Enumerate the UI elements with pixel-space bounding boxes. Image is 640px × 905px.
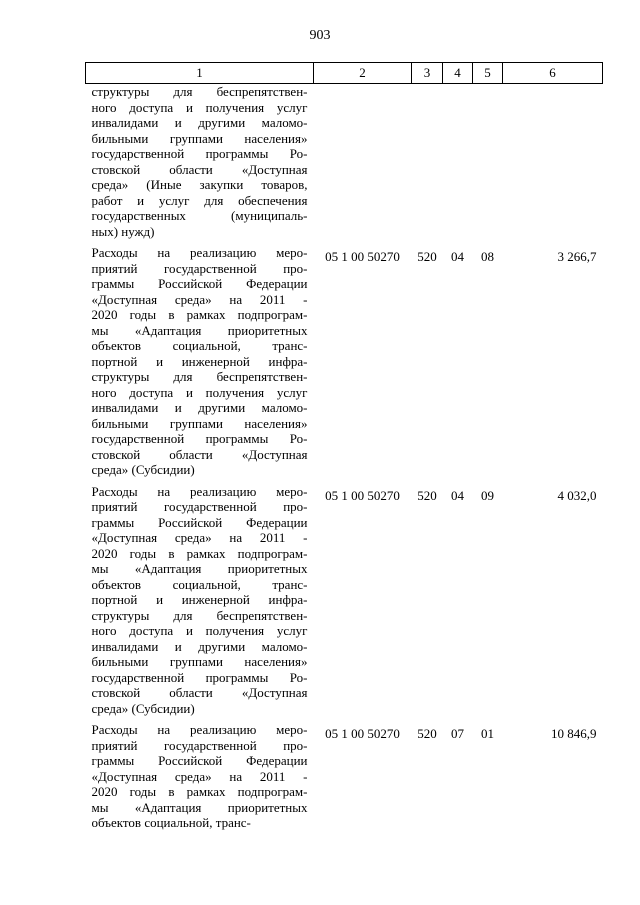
target-article-code: 05 1 00 50270	[325, 726, 400, 741]
subsection-code: 01	[481, 726, 494, 741]
description-line: ных) нужд)	[91, 223, 155, 239]
subsection-code: 08	[481, 249, 494, 264]
description-line: 2020 годы в рамках подпрограм-	[91, 545, 308, 561]
section-code: 04	[451, 249, 464, 264]
description-line: граммы Российской Федерации	[91, 514, 308, 530]
row-description	[86, 245, 314, 484]
page-number: 903	[309, 28, 331, 43]
description-line: бильными группами населения»	[91, 130, 308, 146]
description-line: Расходы на реализацию меро-	[91, 722, 308, 737]
description-line: среда» (Субсидии)	[91, 700, 195, 716]
target-article-code: 05 1 00 50270	[325, 249, 400, 264]
description-line: мы «Адаптация приоритетных	[91, 799, 308, 815]
description-line: структуры для беспрепятствен-	[91, 84, 308, 99]
amount-value: 4 032,0	[557, 487, 597, 503]
description-line: «Доступная среда» на 2011 -	[91, 291, 308, 307]
description-line: государственной программы Ро-	[91, 669, 308, 685]
description-line: мы «Адаптация приоритетных	[91, 561, 308, 576]
description-line: ного доступа и получения услуг	[91, 623, 308, 638]
description-line: бильными группами населения»	[91, 415, 308, 431]
table-row	[86, 722, 603, 831]
description-line: стовской области «Доступная	[91, 685, 308, 700]
description-line: «Доступная среда» на 2011 -	[91, 530, 308, 545]
table-row	[86, 84, 603, 246]
subsection-code: 09	[481, 487, 494, 503]
description-line: приятий государственной про-	[91, 737, 308, 753]
description-line: портной и инженерной инфра-	[91, 592, 308, 607]
description-line: Расходы на реализацию меро-	[91, 245, 308, 260]
target-article-code: 05 1 00 50270	[325, 487, 400, 503]
column-header-1: 1	[86, 63, 314, 84]
description-line: граммы Российской Федерации	[91, 276, 308, 291]
column-header-4: 4	[443, 63, 473, 84]
description-line: портной и инженерной инфра-	[91, 353, 308, 369]
column-header-6: 6	[503, 63, 603, 84]
description-line: бильными группами населения»	[91, 654, 308, 669]
description-line: структуры для беспрепятствен-	[91, 607, 308, 623]
description-line: 2020 годы в рамках подпрограм-	[91, 784, 308, 799]
description-line: государственной программы Ро-	[91, 431, 308, 446]
description-line: мы «Адаптация приоритетных	[91, 322, 308, 338]
section-code: 04	[451, 487, 464, 503]
subsection-code	[473, 84, 503, 246]
description-line: инвалидами и другими маломо-	[91, 115, 308, 130]
table-row	[86, 484, 603, 723]
row-description	[86, 722, 314, 831]
row-description	[86, 484, 314, 723]
description-line: объектов социальной, транс-	[91, 338, 308, 353]
description-line: среда» (Иные закупки товаров,	[91, 177, 308, 192]
section-code	[443, 84, 473, 246]
description-line: инвалидами и другими маломо-	[91, 400, 308, 415]
description-line: объектов социальной, транс-	[91, 815, 251, 830]
description-line: объектов социальной, транс-	[91, 576, 308, 592]
expense-type-code	[412, 84, 443, 246]
description-line: государственной программы Ро-	[91, 146, 308, 161]
description-line: инвалидами и другими маломо-	[91, 638, 308, 654]
description-line: «Доступная среда» на 2011 -	[91, 768, 308, 784]
description-line: работ и услуг для обеспечения	[91, 192, 308, 208]
description-line: ного доступа и получения услуг	[91, 384, 308, 400]
row-description	[86, 84, 314, 246]
section-code: 07	[451, 726, 464, 741]
description-line: 2020 годы в рамках подпрограм-	[91, 307, 308, 322]
target-article-code	[314, 84, 412, 246]
description-line: стовской области «Доступная	[91, 446, 308, 462]
table-row	[86, 245, 603, 484]
budget-table	[85, 62, 603, 831]
description-line: приятий государственной про-	[91, 260, 308, 276]
amount-value: 10 846,9	[551, 726, 597, 741]
expense-type-code: 520	[417, 487, 437, 503]
description-line: государственных (муниципаль-	[91, 208, 308, 223]
table-header-row	[86, 63, 603, 84]
description-line: ного доступа и получения услуг	[91, 99, 308, 115]
description-line: среда» (Субсидии)	[91, 462, 195, 477]
column-header-5: 5	[473, 63, 503, 84]
column-header-3: 3	[412, 63, 443, 84]
expense-type-code: 520	[417, 726, 437, 741]
amount-value: 3 266,7	[557, 249, 597, 264]
description-line: приятий государственной про-	[91, 499, 308, 514]
description-line: Расходы на реализацию меро-	[91, 483, 308, 499]
amount-value	[503, 84, 603, 246]
description-line: граммы Российской Федерации	[91, 753, 308, 768]
description-line: структуры для беспрепятствен-	[91, 369, 308, 384]
column-header-2: 2	[314, 63, 412, 84]
expense-type-code: 520	[417, 249, 437, 264]
description-line: стовской области «Доступная	[91, 161, 308, 177]
